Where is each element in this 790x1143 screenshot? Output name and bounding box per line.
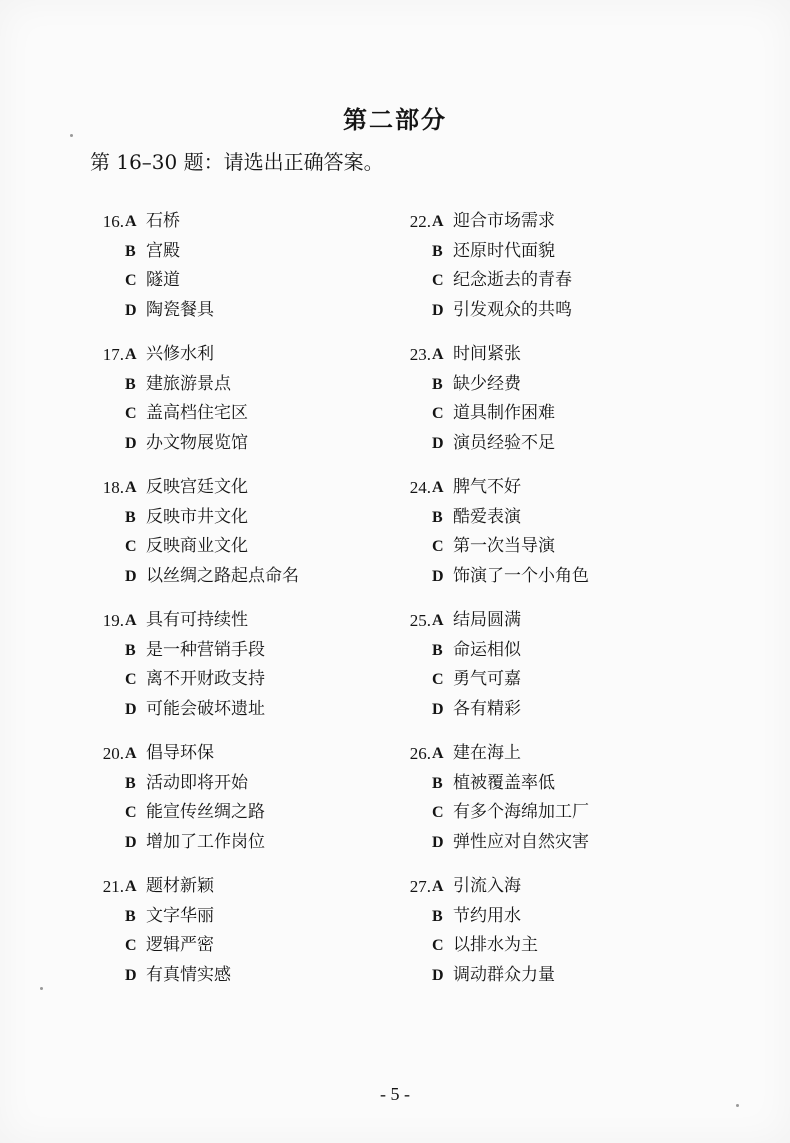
option-letter: D bbox=[125, 301, 137, 319]
option-letter: C bbox=[432, 405, 444, 423]
option-letter: B bbox=[432, 508, 443, 526]
right-question-column bbox=[395, 207, 695, 1005]
answer-option bbox=[88, 503, 388, 533]
question-block bbox=[88, 872, 388, 1005]
option-letter: D bbox=[432, 301, 444, 319]
option-letter: D bbox=[432, 567, 444, 585]
answer-option bbox=[395, 665, 695, 695]
option-letter: B bbox=[125, 907, 136, 925]
option-text: 植被覆盖率低 bbox=[453, 772, 555, 793]
option-text: 可能会破坏遗址 bbox=[146, 698, 265, 719]
option-text: 逻辑严密 bbox=[146, 935, 214, 956]
option-text: 道具制作困难 bbox=[453, 403, 555, 424]
option-letter: A bbox=[432, 878, 444, 895]
option-text: 有多个海绵加工厂 bbox=[453, 802, 589, 823]
option-text: 具有可持续性 bbox=[146, 610, 248, 630]
answer-option bbox=[88, 872, 388, 902]
answer-option bbox=[395, 503, 695, 533]
option-letter: A bbox=[432, 346, 444, 363]
option-text: 是一种营销手段 bbox=[146, 639, 265, 660]
answer-option bbox=[88, 370, 388, 400]
question-block bbox=[395, 207, 695, 340]
answer-option bbox=[88, 296, 388, 326]
option-letter: A bbox=[125, 213, 137, 230]
option-letter: C bbox=[125, 937, 137, 955]
question-number: 22. bbox=[409, 212, 431, 231]
answer-option bbox=[88, 931, 388, 961]
option-letter: C bbox=[125, 405, 137, 423]
question-block bbox=[395, 473, 695, 606]
option-letter: D bbox=[125, 700, 137, 718]
question-block bbox=[395, 872, 695, 1005]
option-text: 弹性应对自然灾害 bbox=[453, 831, 589, 852]
option-letter: A bbox=[125, 479, 137, 496]
option-text: 建在海上 bbox=[453, 743, 521, 763]
option-text: 文字华丽 bbox=[146, 905, 214, 926]
option-text: 盖高档住宅区 bbox=[146, 403, 248, 424]
question-block bbox=[88, 606, 388, 739]
option-letter: B bbox=[125, 774, 136, 792]
question-block bbox=[88, 473, 388, 606]
question-number: 16. bbox=[102, 212, 124, 231]
option-text: 有真情实感 bbox=[146, 964, 231, 985]
option-letter: D bbox=[432, 833, 444, 851]
question-number: 24. bbox=[409, 478, 431, 497]
option-text: 离不开财政支持 bbox=[146, 669, 265, 690]
option-letter: D bbox=[125, 833, 137, 851]
option-letter: B bbox=[432, 641, 443, 659]
option-text: 勇气可嘉 bbox=[453, 669, 521, 690]
answer-option bbox=[395, 237, 695, 267]
question-number: 18. bbox=[102, 478, 124, 497]
question-block bbox=[88, 207, 388, 340]
answer-option bbox=[395, 606, 695, 636]
answer-option bbox=[88, 473, 388, 503]
answer-option bbox=[88, 399, 388, 429]
option-letter: A bbox=[125, 612, 137, 629]
paper-speck bbox=[40, 987, 43, 990]
page-number: - 5 - bbox=[380, 1084, 410, 1104]
option-letter: D bbox=[432, 966, 444, 984]
answer-option bbox=[88, 902, 388, 932]
question-block bbox=[395, 739, 695, 872]
answer-option bbox=[88, 636, 388, 666]
answer-option bbox=[395, 207, 695, 237]
question-block bbox=[395, 606, 695, 739]
option-text: 引流入海 bbox=[453, 876, 521, 896]
option-text: 反映商业文化 bbox=[146, 536, 248, 557]
answer-option bbox=[395, 961, 695, 991]
answer-option bbox=[88, 429, 388, 459]
option-text: 命运相似 bbox=[453, 639, 521, 660]
answer-option bbox=[88, 665, 388, 695]
option-text: 陶瓷餐具 bbox=[146, 299, 214, 320]
option-letter: C bbox=[125, 671, 137, 689]
option-text: 演员经验不足 bbox=[453, 432, 555, 453]
option-text: 隧道 bbox=[146, 270, 180, 291]
option-letter: D bbox=[432, 700, 444, 718]
option-text: 饰演了一个小角色 bbox=[453, 565, 589, 586]
option-letter: B bbox=[125, 508, 136, 526]
option-text: 活动即将开始 bbox=[146, 772, 248, 793]
answer-option bbox=[88, 695, 388, 725]
option-letter: B bbox=[125, 242, 136, 260]
answer-option bbox=[395, 370, 695, 400]
option-letter: C bbox=[432, 937, 444, 955]
answer-option bbox=[395, 798, 695, 828]
option-letter: A bbox=[432, 612, 444, 629]
answer-option bbox=[395, 739, 695, 769]
option-text: 倡导环保 bbox=[146, 743, 214, 763]
question-number: 19. bbox=[102, 611, 124, 630]
option-letter: C bbox=[125, 804, 137, 822]
option-text: 时间紧张 bbox=[453, 344, 521, 364]
option-letter: B bbox=[125, 641, 136, 659]
option-letter: B bbox=[432, 242, 443, 260]
option-letter: A bbox=[125, 346, 137, 363]
option-text: 结局圆满 bbox=[453, 610, 521, 630]
option-text: 迎合市场需求 bbox=[453, 211, 555, 231]
option-text: 酷爱表演 bbox=[453, 506, 521, 527]
answer-option bbox=[88, 532, 388, 562]
option-letter: B bbox=[432, 774, 443, 792]
option-letter: C bbox=[125, 272, 137, 290]
option-letter: C bbox=[432, 538, 444, 556]
answer-option bbox=[88, 340, 388, 370]
answer-option bbox=[395, 562, 695, 592]
answer-option bbox=[395, 399, 695, 429]
answer-option bbox=[395, 473, 695, 503]
question-block bbox=[88, 739, 388, 872]
answer-option bbox=[395, 828, 695, 858]
option-letter: B bbox=[432, 375, 443, 393]
answer-option bbox=[88, 961, 388, 991]
option-text: 题材新颖 bbox=[146, 876, 214, 896]
option-text: 能宣传丝绸之路 bbox=[146, 802, 265, 823]
answer-option bbox=[395, 695, 695, 725]
answer-option bbox=[88, 798, 388, 828]
answer-option bbox=[395, 636, 695, 666]
answer-option bbox=[88, 606, 388, 636]
option-text: 缺少经费 bbox=[453, 373, 521, 394]
question-number: 26. bbox=[409, 744, 431, 763]
section-title: 第二部分 bbox=[343, 105, 447, 134]
option-text: 增加了工作岗位 bbox=[146, 831, 265, 852]
question-block bbox=[88, 340, 388, 473]
option-letter: C bbox=[432, 272, 444, 290]
option-letter: B bbox=[432, 907, 443, 925]
option-text: 反映宫廷文化 bbox=[146, 477, 248, 497]
answer-option bbox=[395, 296, 695, 326]
question-number: 21. bbox=[102, 877, 124, 896]
option-letter: A bbox=[432, 479, 444, 496]
option-text: 以排水为主 bbox=[453, 935, 538, 956]
question-number: 27. bbox=[409, 877, 431, 896]
answer-option bbox=[395, 340, 695, 370]
answer-option bbox=[395, 902, 695, 932]
answer-option bbox=[395, 266, 695, 296]
option-text: 兴修水利 bbox=[146, 344, 214, 364]
option-text: 还原时代面貌 bbox=[453, 240, 555, 261]
answer-option bbox=[88, 739, 388, 769]
option-letter: A bbox=[432, 745, 444, 762]
instruction-text: 第 16–30 题：请选出正确答案。 bbox=[90, 150, 384, 174]
answer-option bbox=[395, 532, 695, 562]
option-text: 建旅游景点 bbox=[146, 373, 231, 394]
option-letter: D bbox=[432, 434, 444, 452]
option-text: 第一次当导演 bbox=[453, 536, 555, 557]
answer-option bbox=[395, 931, 695, 961]
question-number: 25. bbox=[409, 611, 431, 630]
option-text: 节约用水 bbox=[453, 905, 521, 926]
option-text: 宫殿 bbox=[146, 240, 180, 261]
answer-option bbox=[88, 207, 388, 237]
option-letter: A bbox=[432, 213, 444, 230]
option-letter: C bbox=[125, 538, 137, 556]
option-text: 脾气不好 bbox=[453, 477, 521, 497]
question-block bbox=[395, 340, 695, 473]
option-letter: D bbox=[125, 567, 137, 585]
option-text: 各有精彩 bbox=[453, 698, 521, 719]
option-letter: A bbox=[125, 878, 137, 895]
answer-option bbox=[88, 266, 388, 296]
option-text: 以丝绸之路起点命名 bbox=[146, 565, 299, 586]
option-text: 调动群众力量 bbox=[453, 964, 555, 985]
option-letter: C bbox=[432, 671, 444, 689]
option-text: 引发观众的共鸣 bbox=[453, 299, 572, 320]
option-text: 纪念逝去的青春 bbox=[453, 270, 572, 291]
option-letter: C bbox=[432, 804, 444, 822]
question-number: 23. bbox=[409, 345, 431, 364]
answer-option bbox=[88, 237, 388, 267]
option-text: 办文物展览馆 bbox=[146, 432, 248, 453]
option-letter: D bbox=[125, 434, 137, 452]
answer-option bbox=[88, 562, 388, 592]
answer-option bbox=[88, 769, 388, 799]
answer-option bbox=[395, 769, 695, 799]
answer-option bbox=[88, 828, 388, 858]
option-letter: D bbox=[125, 966, 137, 984]
left-question-column bbox=[88, 207, 388, 1005]
answer-option bbox=[395, 429, 695, 459]
option-letter: A bbox=[125, 745, 137, 762]
option-text: 石桥 bbox=[146, 211, 180, 231]
option-text: 反映市井文化 bbox=[146, 506, 248, 527]
question-number: 17. bbox=[102, 345, 124, 364]
answer-option bbox=[395, 872, 695, 902]
question-number: 20. bbox=[102, 744, 124, 763]
option-letter: B bbox=[125, 375, 136, 393]
